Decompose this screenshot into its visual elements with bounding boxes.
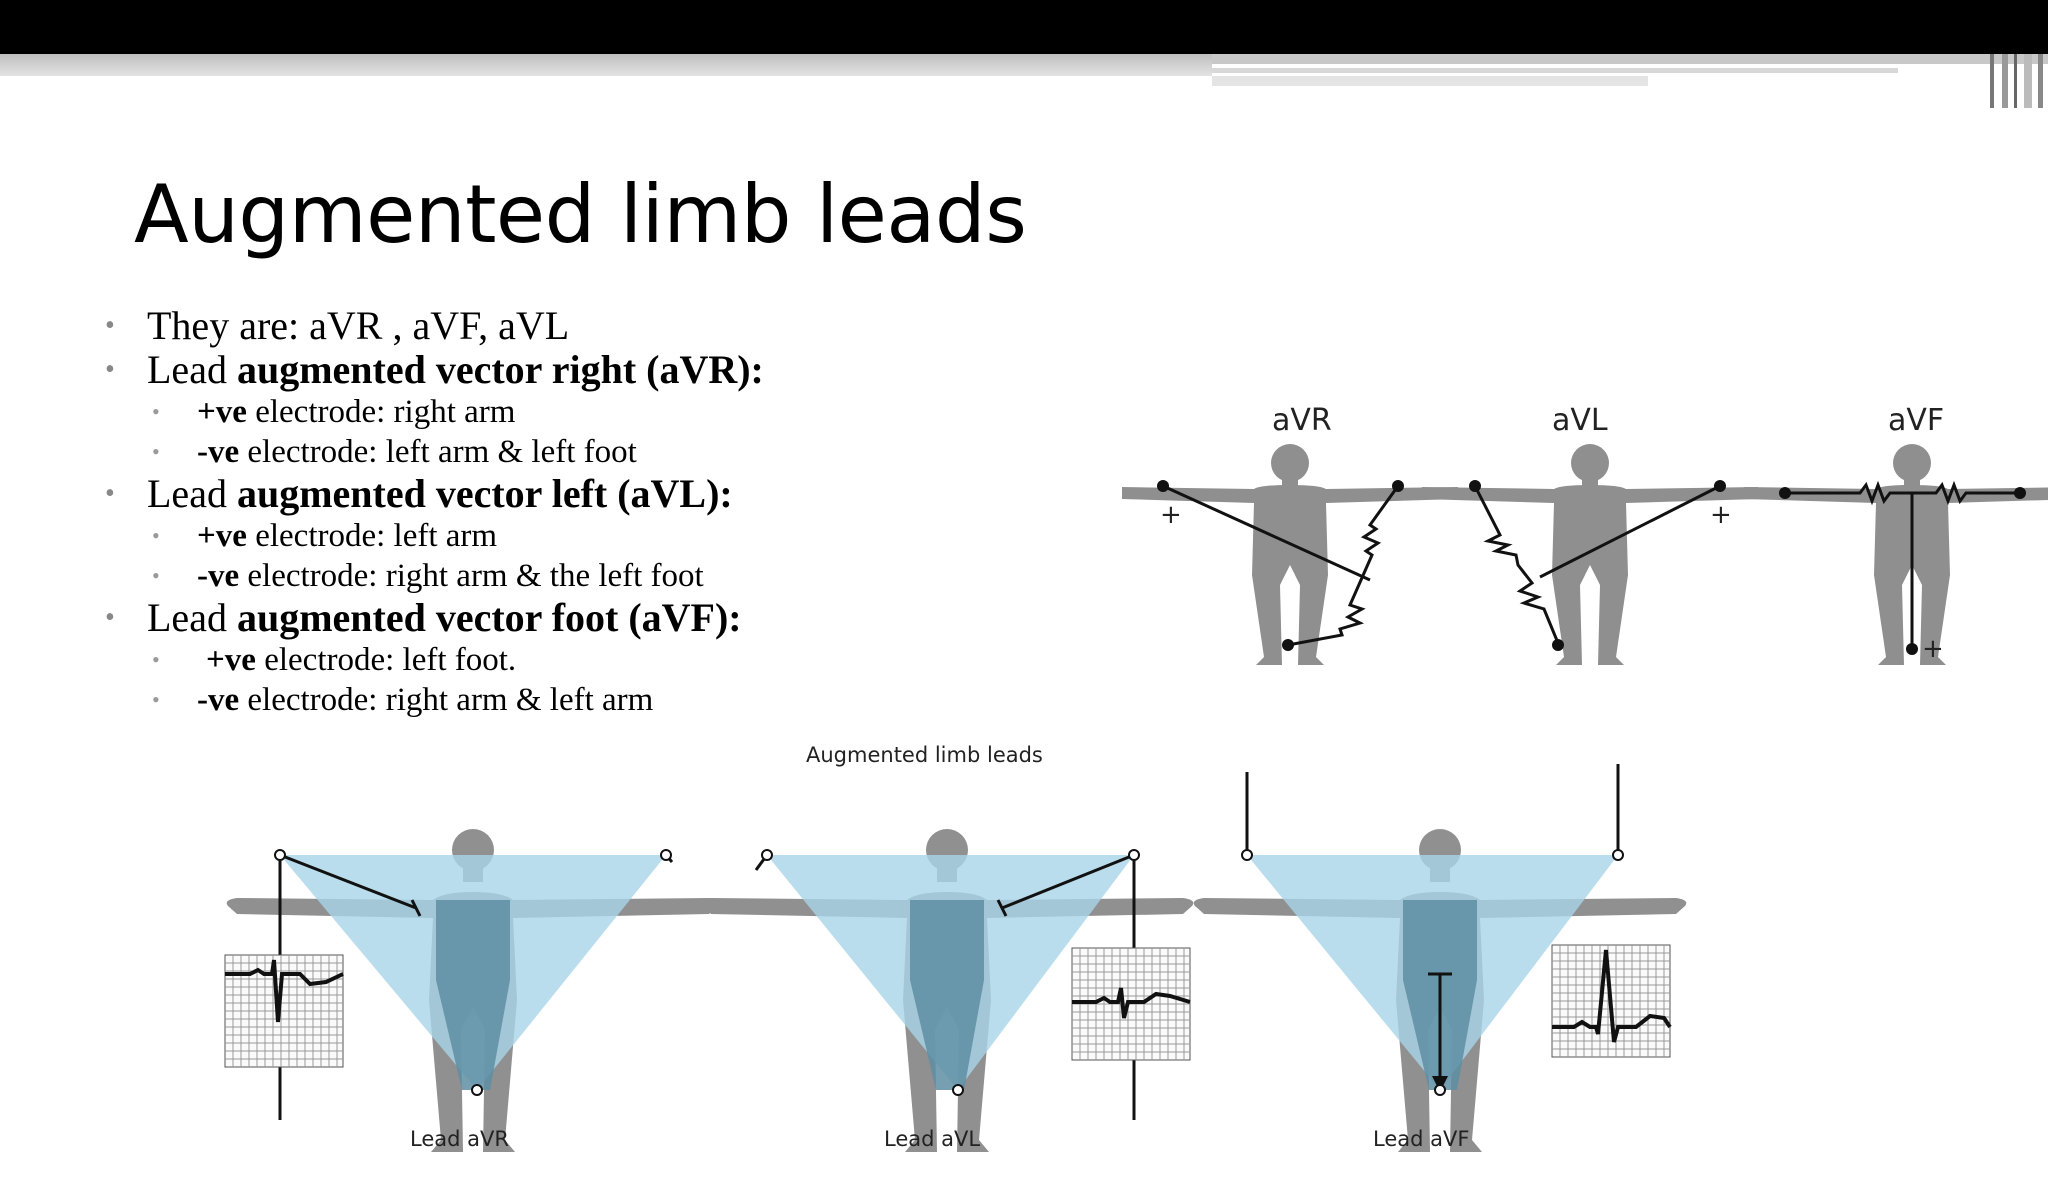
avl-panel xyxy=(701,829,1194,1152)
bullet-text: electrode: left arm & left foot xyxy=(239,434,637,470)
avf-lead-label: Lead aVF xyxy=(1373,1127,1470,1151)
sub-bullet-dot: • xyxy=(152,439,160,464)
avr-top-figure xyxy=(1122,444,1458,665)
bullet-text: electrode: left arm xyxy=(246,518,498,554)
avf-top-figure xyxy=(1744,444,2048,665)
avl-top-figure xyxy=(1422,444,1758,665)
avf-top-plus: + xyxy=(1922,634,1944,664)
slide-title: Augmented limb leads xyxy=(134,168,1027,261)
avl-lead-label: Lead aVL xyxy=(884,1127,981,1151)
bullet-bold: +ve xyxy=(206,642,256,678)
bullet-text: Lead xyxy=(147,595,237,640)
avl-top-label: aVL xyxy=(1552,403,1608,438)
bottom-lead-diagram xyxy=(0,730,2048,1160)
avl-top-plus: + xyxy=(1710,500,1732,530)
sub-bullet-dot: • xyxy=(152,523,160,548)
bullet-bold: -ve xyxy=(197,682,240,718)
bullet-text: electrode: left foot. xyxy=(255,642,517,678)
top-gray-band xyxy=(0,54,1215,76)
bullet-bold: augmented vector left (aVL): xyxy=(236,471,733,516)
avf-top-label: aVF xyxy=(1888,403,1945,438)
avf-panel xyxy=(1194,764,1687,1152)
bullet-text: Lead xyxy=(147,347,237,392)
avr-ecg xyxy=(225,955,343,1067)
bullet-bold: augmented vector foot (aVF): xyxy=(236,595,742,640)
avr-top-plus: + xyxy=(1160,500,1182,530)
bullet-dot: • xyxy=(105,602,115,633)
bullet-bold: -ve xyxy=(197,434,240,470)
bullet-text: electrode: right arm & left arm xyxy=(239,682,654,718)
avr-lead-label: Lead aVR xyxy=(410,1127,509,1151)
bullet-text: They are: aVR , aVF, aVL xyxy=(147,303,570,348)
bullet-bold: +ve xyxy=(197,518,247,554)
avr-top-label: aVR xyxy=(1272,403,1332,438)
bottom-caption: Augmented limb leads xyxy=(806,743,1043,767)
bullet-text: electrode: right arm xyxy=(246,394,516,430)
sub-bullet-dot: • xyxy=(152,687,160,712)
bullet-bold: -ve xyxy=(197,558,240,594)
sub-bullet-dot: • xyxy=(152,563,160,588)
avl-ecg xyxy=(1072,948,1190,1060)
bullet-text: electrode: right arm & the left foot xyxy=(239,558,704,594)
bullet-text: Lead xyxy=(147,471,237,516)
top-lead-figures xyxy=(1120,395,2048,680)
sub-bullet-dot: • xyxy=(152,399,160,424)
top-black-bar xyxy=(0,0,2048,54)
avr-panel xyxy=(225,829,719,1152)
bullet-dot: • xyxy=(105,478,115,509)
bullet-bold: augmented vector right (aVR): xyxy=(236,347,764,392)
sub-bullet-dot: • xyxy=(152,647,160,672)
bullet-dot: • xyxy=(105,354,115,385)
decorative-stripes xyxy=(1212,54,2048,108)
bullet-dot: • xyxy=(105,310,115,341)
avf-ecg xyxy=(1552,945,1670,1057)
bullet-bold: +ve xyxy=(197,394,247,430)
